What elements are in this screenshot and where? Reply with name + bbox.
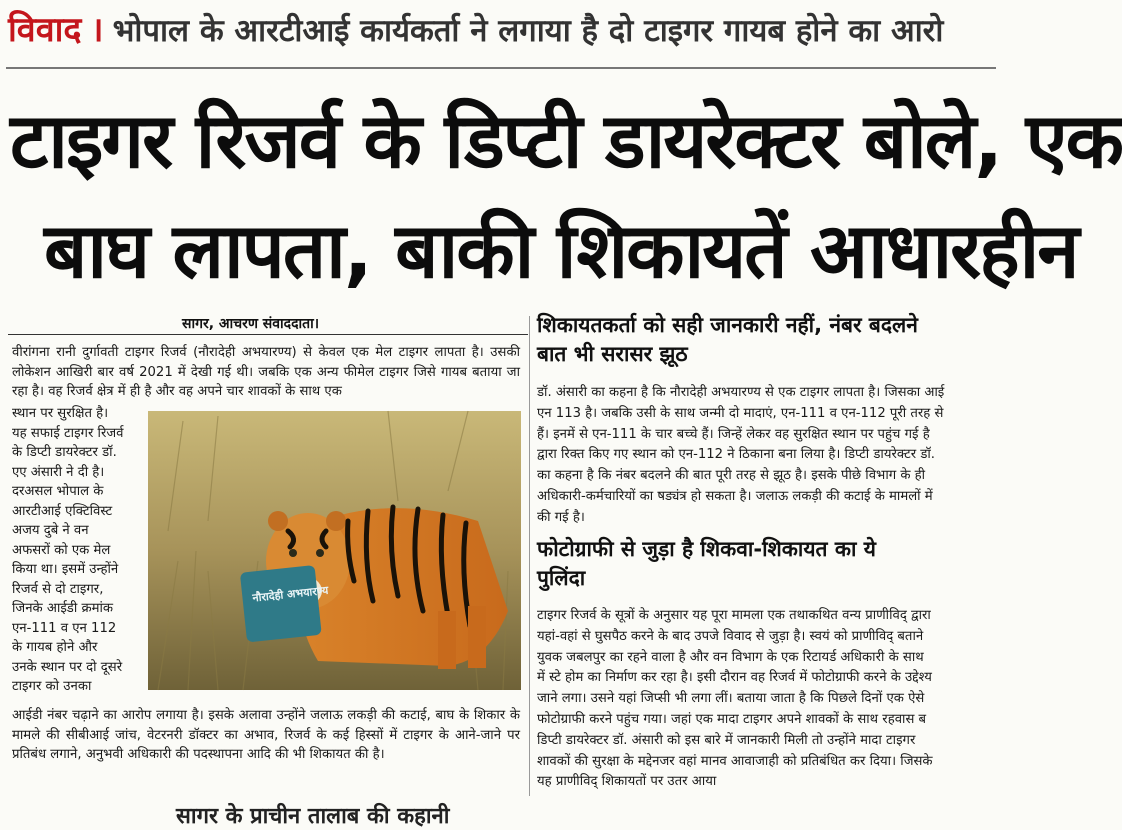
paragraph-1-line: की गई है। (537, 509, 585, 525)
subhead-1-line-2: बात भी सरासर झूठ (537, 342, 688, 366)
left-wrap-line: एन-111 व एन 112 (12, 620, 117, 636)
subhead-1-line-1: शिकायतकर्ता को सही जानकारी नहीं, नंबर बदलने (537, 313, 918, 337)
left-wrap-line: टाइगर को उनका (12, 679, 92, 694)
reserve-sign (240, 565, 322, 642)
kicker-tag: विवाद (8, 10, 82, 50)
next-headline-text: सागर के प्राचीन तालाब की कहानी (176, 804, 450, 829)
left-wrap-line: स्थान पर सुरक्षित है। (12, 406, 109, 421)
paragraph-2-line: शावकों की सुरक्षा के मद्देनजर वहां मानव आवाजाही को प्रतिबंधित कर दिया। जिसके (537, 753, 933, 769)
paragraph-2-line: जाने लगा। उसने यहां जिप्सी भी लगा लीं। बताया जाता है कि पिछले दिनों एक ऐसे (537, 691, 925, 707)
subhead-2-line-1: फोटोग्राफी से जुड़ा है शिकवा-शिकायत का ये (537, 537, 876, 561)
paragraph-1-line: अधिकारी-कर्मचारियों का षड्यंत्र हो सकता है। जलाऊ लकड़ी की कटाई के मामलों में (537, 489, 933, 504)
kicker-separator: । (90, 10, 104, 50)
left-wrap-line: के डिप्टी डायरेक्टर डॉ. (12, 445, 117, 460)
paragraph-2-line: में स्टे होम का निर्माण कर रहा है। इसी दौरान वह रिजर्व में फोटोग्राफी करने के उद्देश्य (537, 670, 932, 686)
byline: सागर, आचरण संवाददाता। (182, 316, 320, 332)
paragraph-2-line: फोटोग्राफी करने पहुंच गया। जहां एक मादा टाइगर अपने शावकों के साथ रहवास ब (537, 712, 927, 727)
headline-line-1: टाइगर रिजर्व के डिप्टी डायरेक्टर बोले, एक (10, 96, 1122, 185)
subhead-2 (537, 535, 996, 593)
kicker-rule (6, 67, 996, 69)
paragraph-2-line: डिप्टी डायरेक्टर डॉ. अंसारी को इस बारे में जानकारी मिली तो उन्होंने मादा टाइगर (537, 732, 916, 748)
paragraph-2-line: यह प्राणीविद् शिकायतों पर उतर आया (537, 774, 717, 790)
kicker-text: भोपाल के आरटीआई कार्यकर्ता ने लगाया है दो टाइगर गायब होने का आरो (112, 13, 944, 49)
tiger-photo (148, 411, 521, 690)
byline-rule (8, 334, 528, 335)
left-wrap-line: यह सफाई टाइगर रिजर्व (12, 425, 124, 441)
left-wrap-line: उनके स्थान पर दो दूसरे (12, 659, 123, 675)
headline-line-2: बाघ लापता, बाकी शिकायतें आधारहीन (44, 206, 1078, 295)
paragraph-2-line: यहां-वहां से घुसपैठ करने के बाद उपजे विवाद से जुड़ा है। स्वयं को प्राणीविद् बताने (537, 628, 924, 644)
subhead-2-line-2: पुलिंदा (537, 566, 586, 590)
paragraph-1-line: द्वारा रिक्त किए गए स्थान को एन-112 ने ठिकाना बना लिया है। डिप्टी डायरेक्टर डॉ. (537, 447, 935, 463)
left-wrap-line: जिनके आईडी क्रमांक (12, 601, 114, 616)
tiger-image (148, 411, 521, 690)
left-outro: आईडी नंबर चढ़ाने का आरोप लगाया है। इसके अलावा उन्होंने जलाऊ लकड़ी की कटाई, बाघ के शिकार के मामले की सीबीआई जांच, वेटरनरी डॉक्टर का अभाव, रिजर्व के कई हिस्सों में टाइगर के आने-जाने पर प्रतिबंध लगाने, अनुभवी अधिकारी की पदस्थापना आदि की भी शिकायत की है। (12, 708, 520, 763)
subhead-1 (537, 311, 996, 369)
paragraph-1-line: का कहना है कि नंबर बदलने की बात पूरी तरह से झूठ है। इसके पीछे विभाग के ही (537, 468, 926, 484)
left-wrap-line: अफसरों को एक मेल (12, 542, 111, 558)
left-intro: वीरांगना रानी दुर्गावती टाइगर रिजर्व (नौरादेही अभयारण्य) से केवल एक मेल टाइगर लापता है। उसकी लोकेशन आखिरी बार वर्ष 2021 में देखी गई थी। जबकि एक अन्य फीमेल टाइगर जिसे गायब बताया जा रहा है। वह रिजर्व क्षेत्र में ही है और वह अपने चार शावकों के साथ एक (12, 345, 520, 400)
left-wrap-line: रिजर्व से दो टाइगर, (12, 581, 104, 597)
next-headline-cut (0, 804, 996, 829)
left-wrap-line: एए अंसारी ने दी है। (12, 464, 105, 480)
column-separator (529, 316, 530, 796)
reserve-sign-text: नौरादेही अभयारण्य (251, 583, 329, 605)
left-wrap-line: किया था। इसमें उन्होंने (12, 562, 119, 577)
paragraph-1-line: डॉ. अंसारी का कहना है कि नौरादेही अभयारण्य से एक टाइगर लापता है। जिसका आई (537, 385, 945, 400)
paragraph-2-line: टाइगर रिजर्व के सूत्रों के अनुसार यह पूरा मामला एक तथाकथित वन्य प्राणीविद् द्वारा (537, 608, 931, 623)
kicker (8, 4, 996, 56)
left-wrap-line: आरटीआई एक्टिविस्ट (12, 503, 113, 519)
paragraph-1-line: एन 113 है। जबकि उसी के साथ जन्मी दो मादाएं, एन-111 व एन-112 पूरी तरह से (537, 405, 944, 421)
left-wrap-line: दरअसल भोपाल के (12, 484, 104, 499)
paragraph-1-line: हैं। इनमें से एन-111 के चार बच्चे हैं। जिन्हें लेकर वह सुरक्षित स्थान पर पहुंच गई है (537, 426, 930, 442)
paragraph-2-line: युवक जबलपुर का रहने वाला है और वन विभाग के एक रिटायर्ड अधिकारी के साथ (537, 649, 924, 665)
left-wrap-line: अजय दुबे ने वन (12, 523, 89, 538)
left-wrap-line: के गायब होने और (12, 640, 98, 655)
